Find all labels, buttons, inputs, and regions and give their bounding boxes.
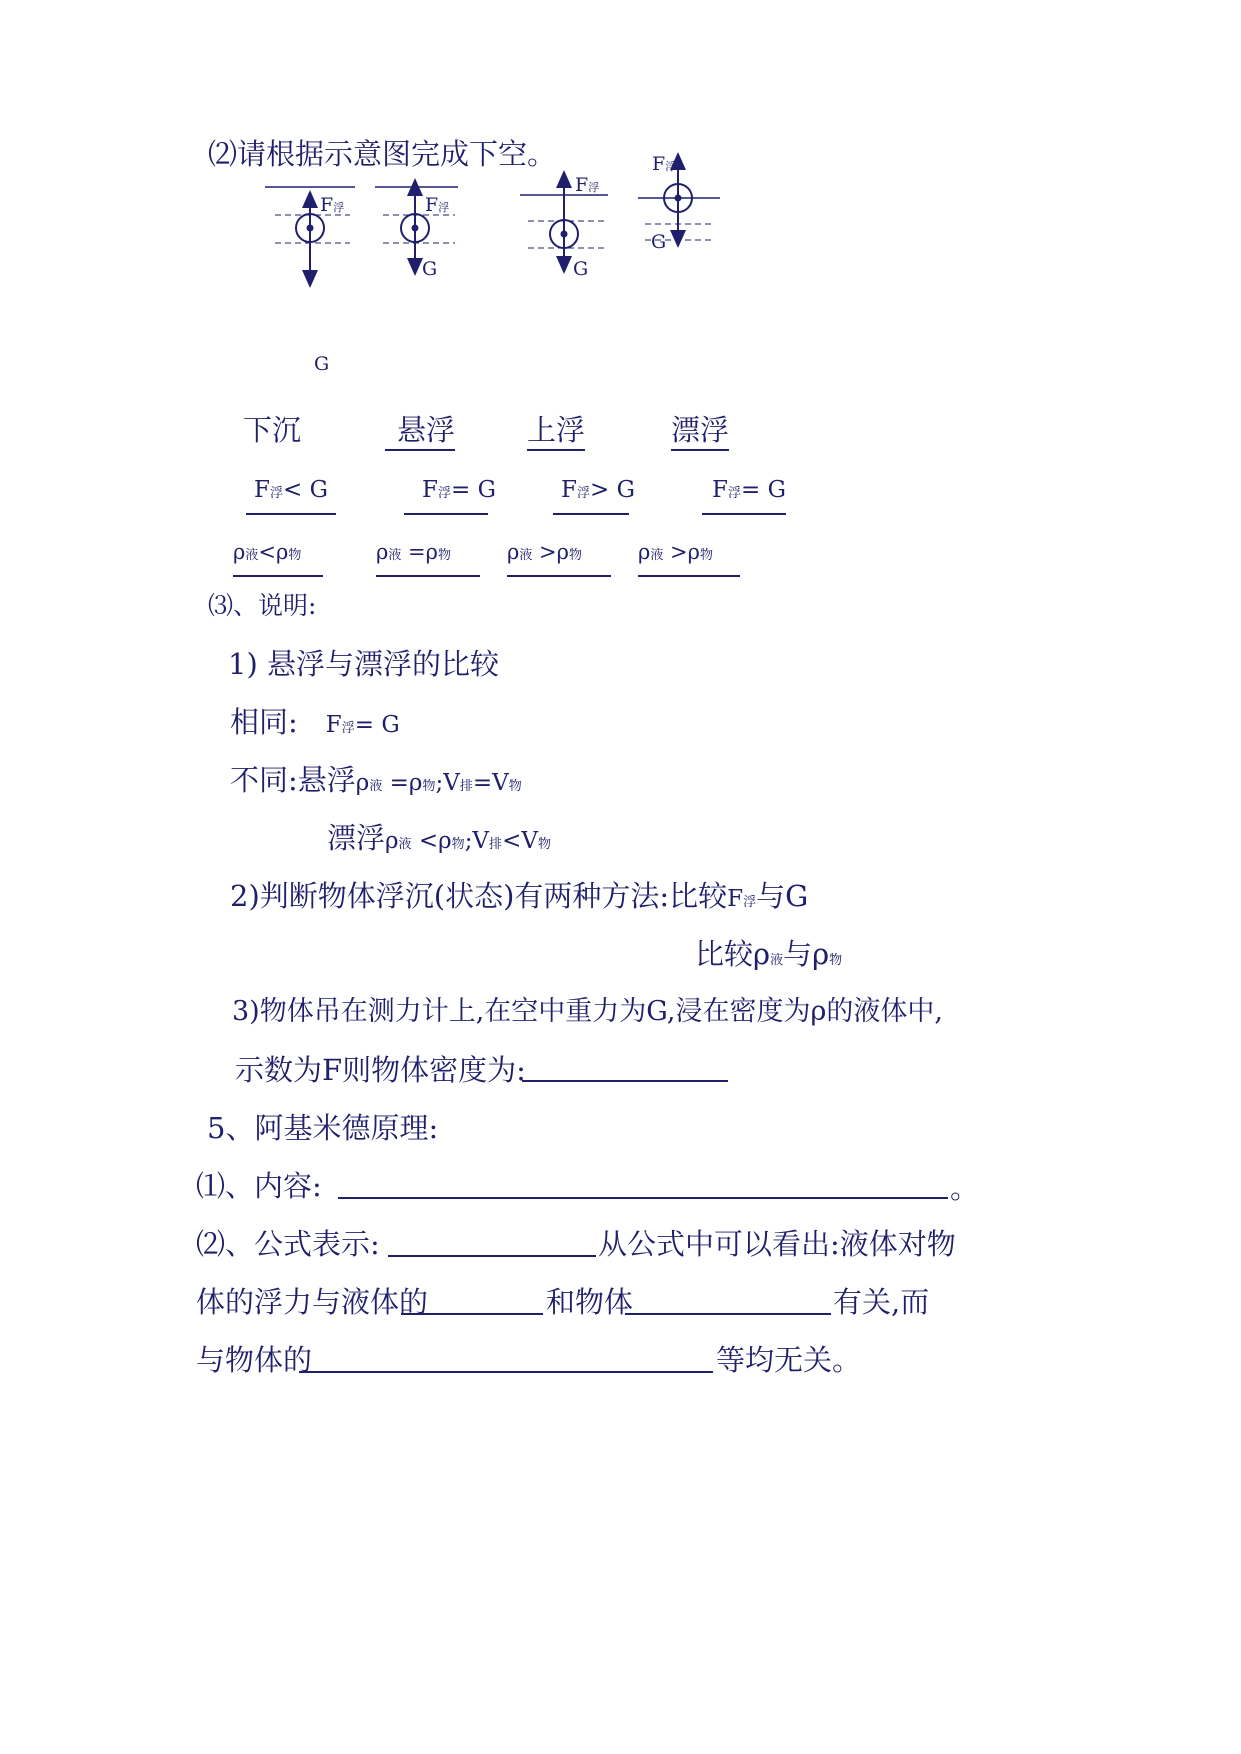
section-2-title: ⑵请根据示意图完成下空。 xyxy=(208,137,557,171)
state-rising: 上浮 xyxy=(527,412,585,451)
line-c-text-1: 与物体的 xyxy=(196,1343,313,1377)
force-relation-3: F浮> G xyxy=(553,472,629,515)
d2-f-label: F浮 xyxy=(425,194,450,216)
diff-line-2: 漂浮ρ液 <ρ物;V排<V物 xyxy=(327,821,551,855)
density-relation-4: ρ液 >ρ物 xyxy=(638,534,740,577)
d1-f-label: F浮 xyxy=(320,194,345,216)
d4-f-label: F浮 xyxy=(652,153,677,175)
formula-label: ⑵、公式表示: xyxy=(196,1227,380,1261)
item-1-title: 1) 悬浮与漂浮的比较 xyxy=(228,647,499,681)
section-3-title: ⑶、说明: xyxy=(208,591,317,620)
content-label: ⑴、内容: xyxy=(196,1169,322,1203)
item-2-line-2: 比较ρ液与ρ物 xyxy=(695,937,843,971)
item-2-line-1: 2)判断物体浮沉(状态)有两种方法:比较F浮与G xyxy=(230,879,809,913)
diff-line-1: 不同:悬浮ρ液 =ρ物;V排=V物 xyxy=(230,763,522,797)
same-line: 相同: F浮= G xyxy=(230,705,400,739)
line-c-text-2: 等均无关。 xyxy=(716,1343,862,1377)
line-b-text-2: 和物体 xyxy=(546,1285,634,1319)
density-relation-2: ρ液 =ρ物 xyxy=(376,534,480,577)
irrelevant-factors-blank[interactable] xyxy=(299,1371,713,1373)
force-relation-2: F浮= G xyxy=(404,472,488,515)
density-answer-blank[interactable] xyxy=(522,1080,728,1082)
d3-f-label: F浮 xyxy=(575,174,600,196)
formula-rest: 从公式中可以看出:液体对物 xyxy=(598,1227,956,1261)
density-relation-1: ρ液<ρ物 xyxy=(233,534,323,577)
d1-g-label: G xyxy=(314,353,330,375)
force-relation-1: F浮< G xyxy=(246,472,336,515)
d3-g-label: G xyxy=(573,258,589,280)
line-b-text-1: 体的浮力与液体的 xyxy=(196,1285,429,1319)
state-floating: 漂浮 xyxy=(671,412,729,451)
item-3-line-2: 示数为F则物体密度为: xyxy=(235,1053,526,1087)
liquid-property-blank[interactable] xyxy=(401,1313,543,1315)
line-b-text-3: 有关,而 xyxy=(833,1285,930,1319)
force-relation-4: F浮= G xyxy=(702,472,786,515)
content-answer-blank[interactable] xyxy=(338,1197,948,1199)
object-property-blank[interactable] xyxy=(625,1313,831,1315)
density-relation-3: ρ液 >ρ物 xyxy=(507,534,611,577)
state-suspended: 悬浮 xyxy=(385,412,455,451)
content-period: 。 xyxy=(950,1171,980,1205)
item-3-line-1: 3)物体吊在测力计上,在空中重力为G,浸在密度为ρ的液体中, xyxy=(232,996,943,1027)
section-5-title: 5、阿基米德原理: xyxy=(207,1111,439,1145)
state-sinking: 下沉 xyxy=(243,413,302,447)
d2-g-label: G xyxy=(422,258,438,280)
diagram-floating xyxy=(638,160,720,240)
formula-answer-blank[interactable] xyxy=(388,1255,596,1257)
d4-g-label: G xyxy=(651,231,667,253)
